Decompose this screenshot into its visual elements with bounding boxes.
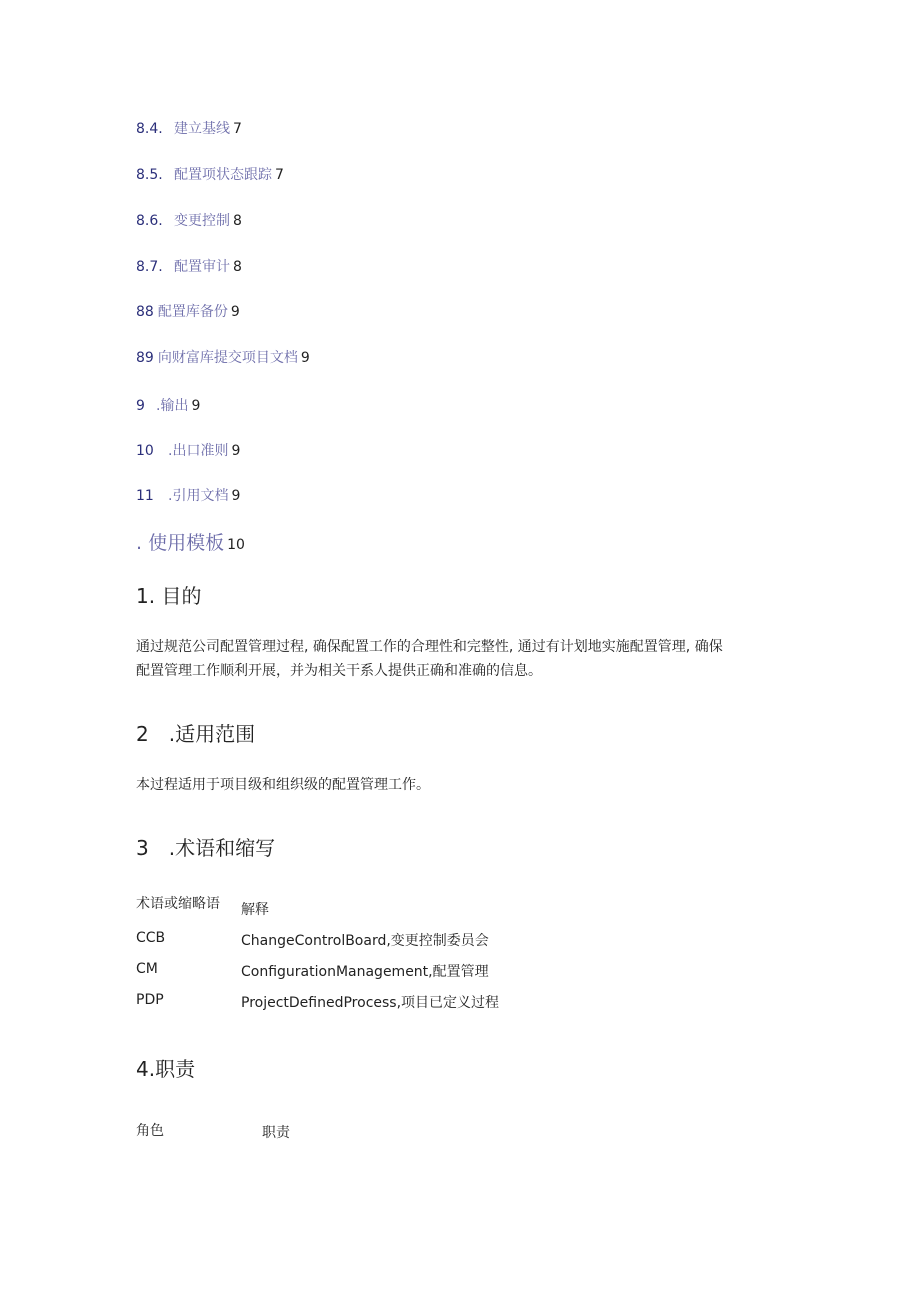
section-1-heading: 1. 目的 bbox=[136, 584, 202, 608]
toc-entry[interactable] bbox=[136, 485, 240, 505]
toc-entry[interactable] bbox=[136, 256, 242, 276]
toc-entry[interactable] bbox=[136, 164, 284, 184]
toc-title: 向财富库提交项目文档 bbox=[157, 350, 298, 366]
toc-page-number: 9 bbox=[191, 398, 201, 414]
toc-number: 10 bbox=[136, 443, 154, 459]
toc-title: 配置库备份 bbox=[157, 304, 228, 320]
toc-title: .出口准则 bbox=[168, 443, 229, 459]
section-4-heading: 4.职责 bbox=[136, 1057, 196, 1081]
toc-page-number: 9 bbox=[231, 488, 241, 504]
toc-number: 9 bbox=[136, 398, 145, 414]
roles-header-role: 角色 bbox=[136, 1123, 164, 1139]
toc-entry[interactable] bbox=[136, 118, 242, 138]
toc-page-number: 8 bbox=[233, 213, 242, 229]
terms-row-explanation: ChangeControlBoard,变更控制委员会 bbox=[241, 933, 489, 949]
toc-title: 配置审计 bbox=[174, 259, 230, 275]
terms-row-term: CM bbox=[136, 961, 158, 977]
toc-number: 8.5. bbox=[136, 167, 163, 183]
toc-title: 配置项状态跟踪 bbox=[174, 167, 272, 183]
toc-number: 8.6. bbox=[136, 213, 163, 229]
toc-title: . 使用模板 bbox=[136, 532, 225, 554]
toc-page-number: 9 bbox=[231, 443, 241, 459]
terms-row-explanation: ConfigurationManagement,配置管理 bbox=[241, 964, 489, 980]
section-2-body: 本过程适用于项目级和组织级的配置管理工作。 bbox=[136, 777, 430, 793]
roles-header-duty: 职责 bbox=[262, 1125, 290, 1141]
terms-row-term: CCB bbox=[136, 930, 166, 946]
terms-row-term: PDP bbox=[136, 992, 164, 1008]
toc-title: 变更控制 bbox=[174, 213, 230, 229]
toc-entry[interactable] bbox=[136, 440, 240, 460]
toc-page-number: 9 bbox=[230, 304, 240, 320]
toc-entry[interactable] bbox=[136, 301, 240, 321]
toc-title: 建立基线 bbox=[174, 121, 230, 137]
toc-title: .引用文档 bbox=[168, 488, 229, 504]
toc-number: 8.7. bbox=[136, 259, 163, 275]
toc-entry[interactable] bbox=[136, 210, 242, 230]
toc-number: 8.4. bbox=[136, 121, 163, 137]
toc-page-number: 10 bbox=[227, 537, 245, 553]
section-2-heading: 2 .适用范围 bbox=[136, 722, 256, 746]
section-1-body-line1: 通过规范公司配置管理过程, 确保配置工作的合理性和完整性, 通过有计划地实施配置管理, 确保 bbox=[136, 639, 723, 655]
toc-entry[interactable] bbox=[136, 528, 245, 555]
toc-entry[interactable] bbox=[136, 347, 310, 367]
toc-page-number: 8 bbox=[233, 259, 242, 275]
terms-row-explanation: ProjectDefinedProcess,项目已定义过程 bbox=[241, 995, 500, 1011]
terms-header-explanation: 解释 bbox=[241, 902, 269, 918]
section-3-heading: 3 .术语和缩写 bbox=[136, 836, 276, 860]
toc-page-number: 7 bbox=[233, 121, 242, 137]
terms-header-term: 术语或缩略语 bbox=[136, 896, 220, 912]
toc-page-number: 7 bbox=[275, 167, 284, 183]
toc-number: 11 bbox=[136, 488, 154, 504]
toc-number: 88 bbox=[136, 304, 154, 320]
toc-entry[interactable] bbox=[136, 395, 200, 415]
section-1-body-line2: 配置管理工作顺利开展，并为相关干系人提供正确和准确的信息。 bbox=[136, 663, 542, 679]
toc-title: .输出 bbox=[156, 398, 189, 414]
toc-page-number: 9 bbox=[300, 350, 310, 366]
toc-number: 89 bbox=[136, 350, 154, 366]
